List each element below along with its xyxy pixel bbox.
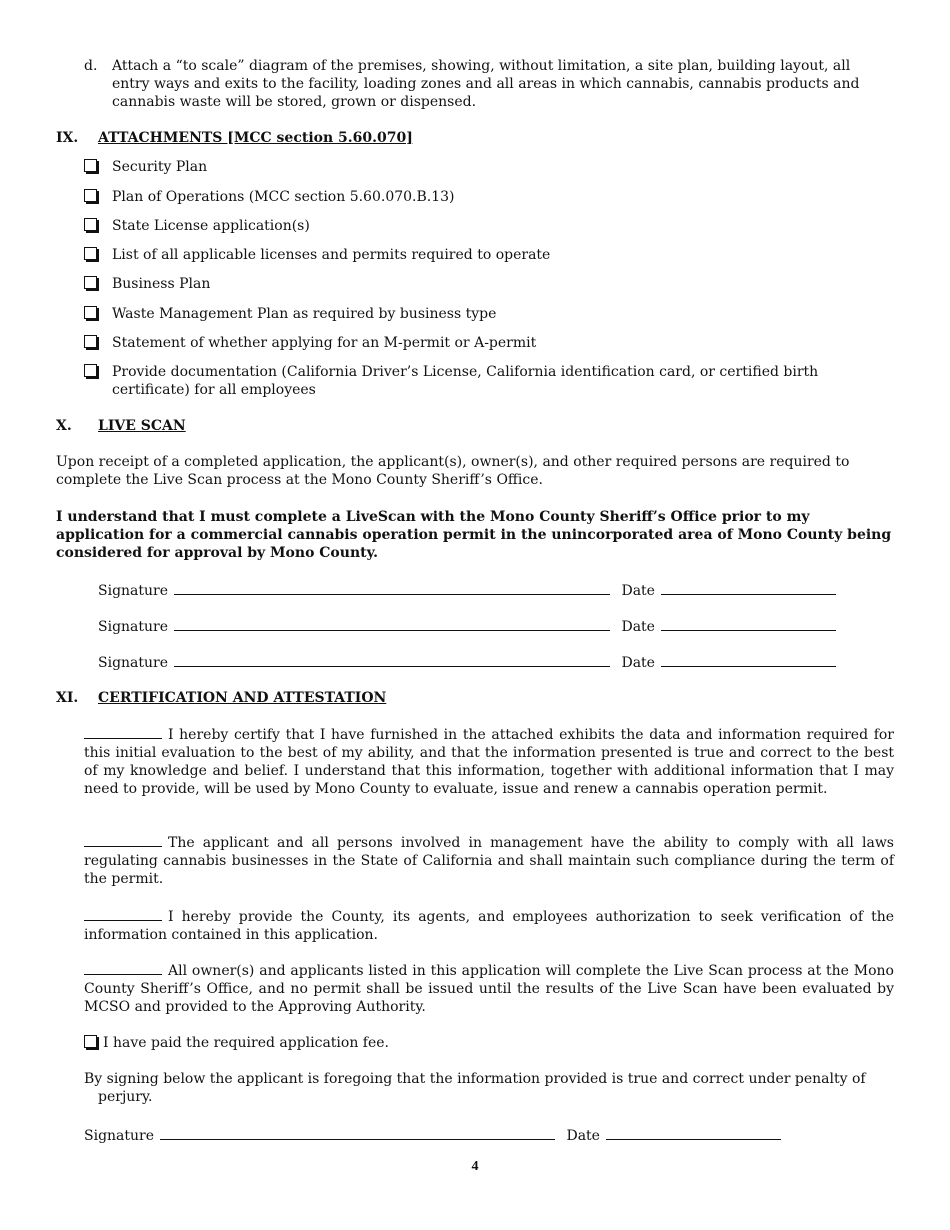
- checkbox-icon[interactable]: [84, 306, 97, 319]
- penalty-statement: By signing below the applicant is foregoing that the information provided is true and correct under penalty of perjury.: [84, 1071, 866, 1105]
- attachment-security-plan[interactable]: [84, 158, 874, 176]
- certification-statement-2: The applicant and all persons involved in management have the ability to comply with all laws regulating cannabis businesses in the State of California and shall maintain such compliance during the term of the permit.: [84, 835, 894, 887]
- live-scan-acknowledgement: I understand that I must complete a LiveScan with the Mono County Sheriff’s Office prior to my application for a commercial cannabis operation permit in the unincorporated area of Mono County being considered for approval by Mono County.: [56, 509, 892, 561]
- signature-field[interactable]: [174, 580, 610, 595]
- date-label: Date: [621, 583, 655, 599]
- signature-label: Signature: [98, 655, 169, 671]
- certification-statement-1: I hereby certify that I have furnished in the attached exhibits the data and information required for this initial evaluation to the best of my ability, and that the information presented is true and correct to the best of my knowledge and belief. I understand that this information, together with additional information that I may need to provide, will be used by Mono County to evaluate, issue and renew a cannabis operation permit.: [84, 727, 894, 797]
- section-title: ATTACHMENTS [MCC section 5.60.070]: [98, 130, 413, 146]
- certification-statement-3: I hereby provide the County, its agents, and employees authorization to seek verification of the information contained in this application.: [84, 909, 894, 943]
- list-letter: d.: [84, 58, 98, 74]
- certification-statement-4: All owner(s) and applicants listed in this application will complete the Live Scan process at the Mono County Sheriff’s Office, and no permit shall be issued until the results of the Live Scan have been evaluated by MCSO and provided to the Approving Authority.: [84, 963, 894, 1015]
- signature-label: Signature: [84, 1128, 155, 1144]
- checkbox-icon[interactable]: [84, 159, 97, 172]
- list-item-d: [84, 57, 884, 111]
- live-scan-paragraph: Upon receipt of a completed application, the applicant(s), owner(s), and other required persons are required to complete the Live Scan process at the Mono County Sheriff’s Office.: [56, 454, 850, 488]
- checkbox-icon[interactable]: [84, 247, 97, 260]
- attachment-plan-of-operations[interactable]: [84, 188, 874, 206]
- signature-row-1: [98, 580, 836, 600]
- fee-checkbox-row[interactable]: [84, 1034, 389, 1052]
- date-field[interactable]: [661, 652, 836, 667]
- checkbox-label: Provide documentation (California Driver’s License, California identification card, or certified birth certificate) for all employees: [112, 364, 819, 398]
- attachment-employee-documentation[interactable]: [84, 363, 874, 399]
- checkbox-label: List of all applicable licenses and permits required to operate: [112, 247, 551, 263]
- checkbox-label: I have paid the required application fee.: [103, 1035, 390, 1051]
- checkbox-icon[interactable]: [84, 335, 97, 348]
- attachment-business-plan[interactable]: [84, 275, 874, 293]
- checkbox-label: Business Plan: [112, 276, 211, 292]
- checkbox-icon[interactable]: [84, 276, 97, 289]
- initials-field[interactable]: [84, 833, 162, 847]
- signature-label: Signature: [98, 619, 169, 635]
- date-field[interactable]: [661, 616, 836, 631]
- attachment-licenses-permits[interactable]: [84, 246, 874, 264]
- page-number: 4: [471, 1159, 479, 1174]
- checkbox-icon[interactable]: [84, 189, 97, 202]
- signature-row-3: [98, 652, 836, 672]
- section-title: CERTIFICATION AND ATTESTATION: [98, 690, 387, 706]
- date-label: Date: [621, 655, 655, 671]
- checkbox-icon[interactable]: [84, 1035, 97, 1048]
- signature-label: Signature: [98, 583, 169, 599]
- date-field[interactable]: [606, 1125, 781, 1140]
- checkbox-label: Waste Management Plan as required by business type: [112, 306, 497, 322]
- checkbox-icon[interactable]: [84, 218, 97, 231]
- date-label: Date: [566, 1128, 600, 1144]
- checkbox-icon[interactable]: [84, 364, 97, 377]
- initials-field[interactable]: [84, 961, 162, 975]
- date-field[interactable]: [661, 580, 836, 595]
- checkbox-label: Statement of whether applying for an M-permit or A-permit: [112, 335, 537, 351]
- signature-row-2: [98, 616, 836, 636]
- section-title: LIVE SCAN: [98, 418, 186, 434]
- signature-field[interactable]: [160, 1125, 555, 1140]
- signature-field[interactable]: [174, 652, 610, 667]
- section-number: IX.: [56, 130, 79, 146]
- signature-field[interactable]: [174, 616, 610, 631]
- checkbox-label: Plan of Operations (MCC section 5.60.070.B.13): [112, 189, 455, 205]
- initials-field[interactable]: [84, 907, 162, 921]
- checkbox-label: Security Plan: [112, 159, 208, 175]
- attachment-permit-type[interactable]: [84, 334, 874, 352]
- final-signature-row: [84, 1125, 781, 1145]
- attachment-state-license[interactable]: [84, 217, 874, 235]
- initials-field[interactable]: [84, 725, 162, 739]
- checkbox-label: State License application(s): [112, 218, 310, 234]
- section-number: XI.: [56, 690, 79, 706]
- list-item-text: Attach a “to scale” diagram of the premises, showing, without limitation, a site plan, building layout, all entry ways and exits to the facility, loading zones and all areas in which cannabis, cannabis products and cannabis waste will be stored, grown or dispensed.: [112, 58, 860, 110]
- attachment-waste-management[interactable]: [84, 305, 874, 323]
- date-label: Date: [621, 619, 655, 635]
- section-number: X.: [56, 418, 72, 434]
